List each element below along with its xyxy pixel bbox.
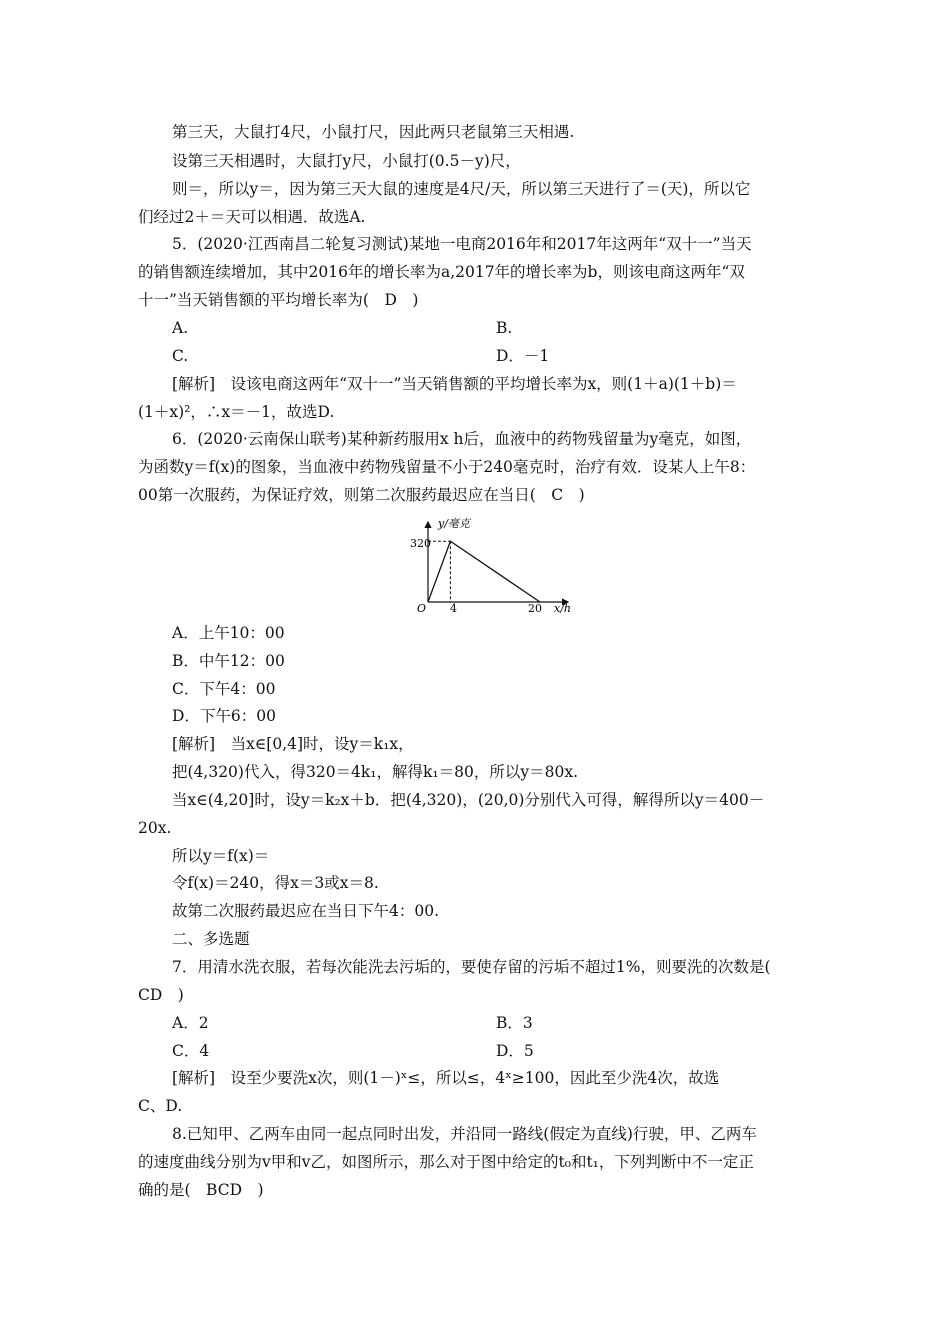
question-8-stem: 8.已知甲、乙两车由同一起点同时出发，并沿同一路线(假定为直线)行驶，甲、乙两车 [172,1125,757,1143]
option-b: B．3 [496,1014,533,1032]
solution-line: [解析] 当x∈[0,4]时，设y＝k₁x， [172,735,414,753]
x-axis-label: x/h [554,602,571,614]
text-line: 设第三天相遇时，大鼠打y尺，小鼠打(0.5－y)尺， [172,152,521,170]
solution-line: (1＋x)²，∴x＝－1，故选D. [138,403,335,421]
solution-line: [解析] 设至少要洗x次，则(1－)ˣ≤，所以≤，4ˣ≥100，因此至少洗4次，故选 [172,1069,720,1087]
question-5-stem: 的销售额连续增加，其中2016年的增长率为a,2017年的增长率为b，则该电商这两年“双 [138,263,745,281]
option-c: C．下午4：00 [172,680,276,698]
y-axis-label: y/毫克 [438,517,470,530]
origin-label: O [417,602,427,614]
option-c: C．4 [172,1042,210,1060]
option-a: A．上午10：00 [172,624,285,642]
option-b: B. [496,319,513,337]
option-d: D．下午6：00 [172,707,277,725]
solution-line: 把(4,320)代入，得320＝4k₁，解得k₁＝80，所以y＝80x. [172,763,578,781]
question-8-stem: 确的是( BCD ) [138,1181,264,1199]
solution-line: 令f(x)＝240，得x＝3或x＝8. [172,874,379,892]
question-5-stem: 5．(2020·江西南昌二轮复习测试)某地一电商2016年和2017年这两年“双十一”当天 [172,235,752,253]
question-7-stem: 7．用清水洗衣服，若每次能洗去污垢的，要使存留的污垢不超过1%，则要洗的次数是( [172,958,771,976]
text-line: 则＝，所以y＝，因为第三天大鼠的速度是4尺/天，所以第三天进行了＝(天)，所以它 [172,180,751,198]
solution-line: 20x. [138,819,172,837]
option-a: A．2 [172,1014,209,1032]
x-tick-4: 4 [450,602,457,614]
x-tick-20: 20 [528,602,542,614]
y-tick-320: 320 [410,537,431,550]
solution-line: C、D. [138,1097,183,1115]
option-a: A. [172,319,189,337]
solution-line: 当x∈(4,20]时，设y＝k₂x＋b．把(4,320)，(20,0)分别代入可得，解得所以y＝400－ [172,791,765,809]
question-8-stem: 的速度曲线分别为v甲和v乙，如图所示，那么对于图中给定的t₀和t₁，下列判断中不一定正 [138,1153,754,1171]
section-title: 二、多选题 [172,930,250,948]
question-6-stem: 为函数y＝f(x)的图象，当血液中药物残留量不小于240毫克时，治疗有效．设某人上午8： [138,458,756,476]
solution-line: 故第二次服药最迟应在当日下午4：00. [172,902,440,920]
solution-line: 所以y＝f(x)＝ [172,847,270,865]
question-6-stem: 00第一次服药，为保证疗效，则第二次服药最迟应在当日( C ) [138,486,585,504]
question-7-stem: CD ) [138,986,184,1004]
option-c: C. [172,347,189,365]
series-line [428,541,540,602]
option-b: B．中午12：00 [172,652,285,670]
option-d: D．－1 [496,347,550,365]
text-line: 们经过2＋＝天可以相遇．故选A. [138,208,366,226]
drug-residual-graph [408,516,574,614]
question-6-stem: 6．(2020·云南保山联考)某种新药服用x h后，血液中的药物残留量为y毫克，如图， [172,430,752,448]
solution-line: [解析] 设该电商这两年“双十一”当天销售额的平均增长率为x，则(1＋a)(1＋b)＝ [172,375,737,393]
option-d: D．5 [496,1042,534,1060]
text-line: 第三天，大鼠打4尺，小鼠打尺，因此两只老鼠第三天相遇. [172,123,575,141]
question-5-stem: 十一”当天销售额的平均增长率为( D ) [138,291,419,309]
